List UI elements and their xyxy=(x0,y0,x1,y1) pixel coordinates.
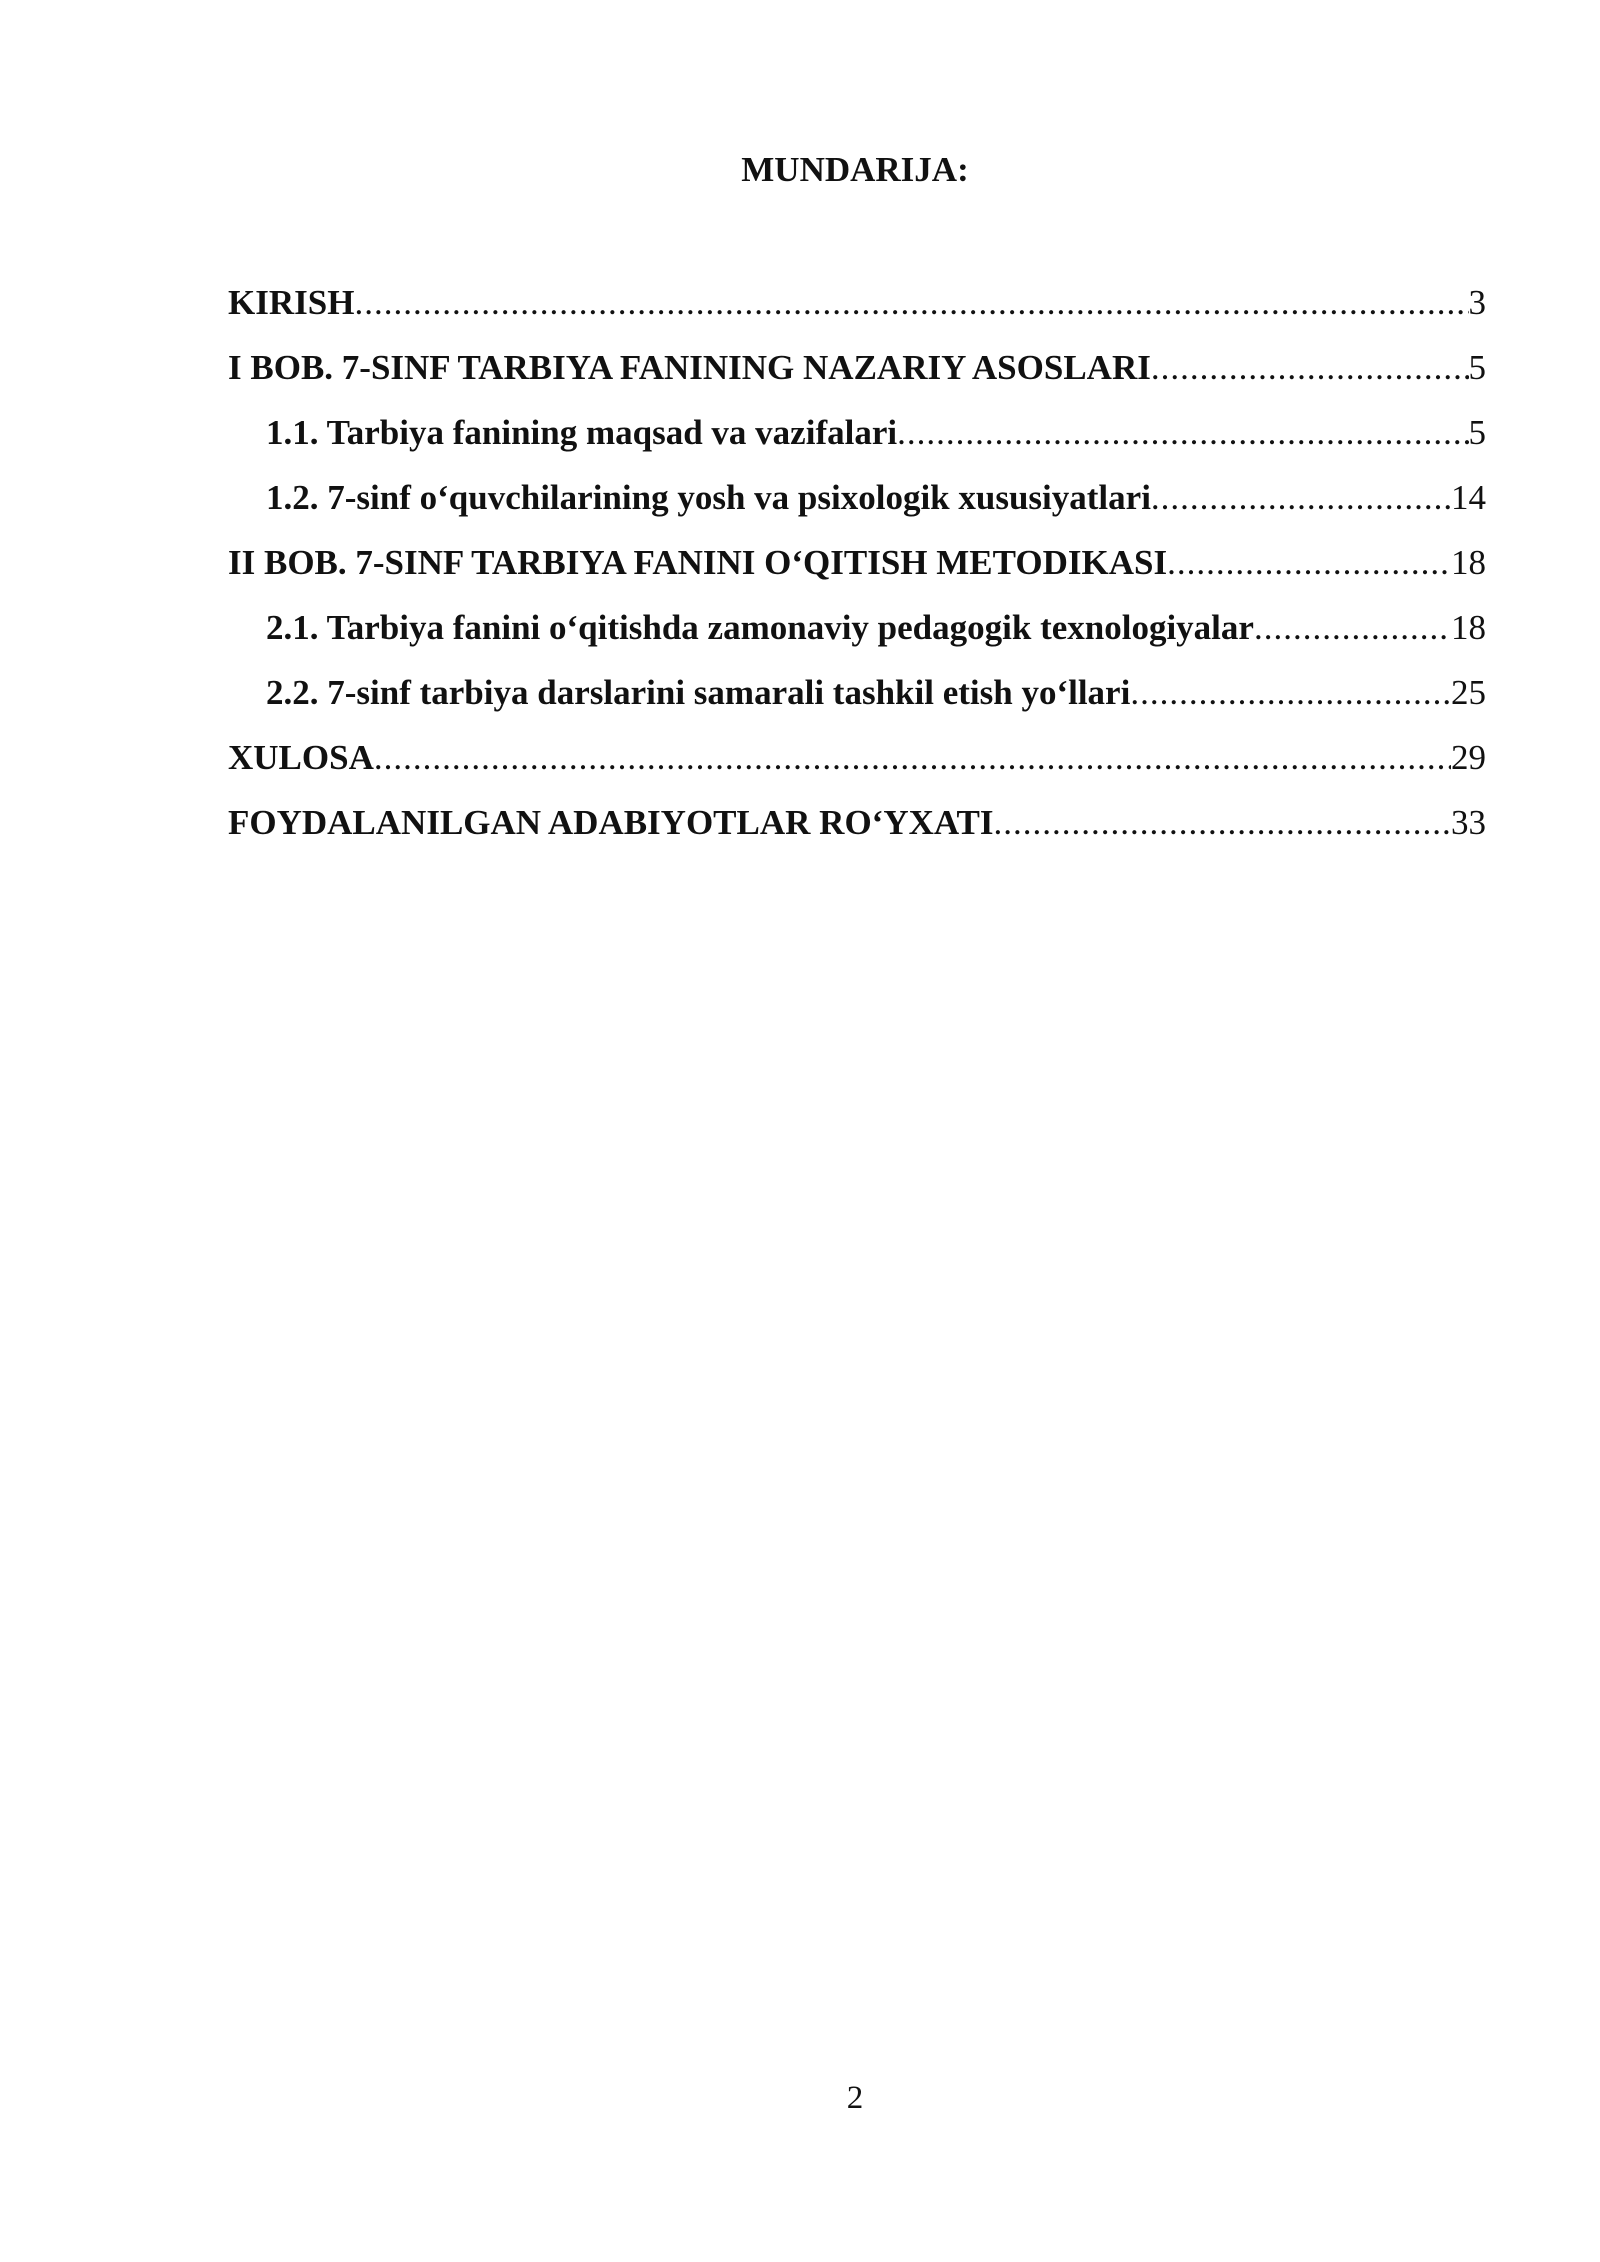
toc-entry-page: 29 xyxy=(1451,738,1486,777)
dot-leader xyxy=(1151,345,1469,390)
toc-entry-page: 3 xyxy=(1468,283,1486,322)
toc-entry-title: FOYDALANILGAN ADABIYOTLAR RO‘YXATI xyxy=(228,803,994,842)
toc-entry-page: 33 xyxy=(1451,803,1486,842)
toc-entry-section-1-1[interactable] xyxy=(228,410,1486,475)
toc-entry-page: 18 xyxy=(1451,608,1486,647)
dot-leader xyxy=(994,800,1451,845)
dot-leader xyxy=(1130,670,1451,715)
toc-entry-title: II BOB. 7-SINF TARBIYA FANINI O‘QITISH METODIKASI xyxy=(228,543,1168,582)
toc-entry-title: I BOB. 7-SINF TARBIYA FANINING NAZARIY ASOSLARI xyxy=(228,348,1151,387)
toc-heading: MUNDARIJA: xyxy=(741,150,969,189)
toc-entry-page: 5 xyxy=(1468,413,1486,452)
toc-entry-section-1-2[interactable] xyxy=(228,475,1486,540)
toc-entry-title: 2.2. 7-sinf tarbiya darslarini samarali tashkil etish yo‘llari xyxy=(266,673,1131,712)
toc-entry-title: XULOSA xyxy=(228,738,374,777)
toc-entry-section-2-2[interactable] xyxy=(228,670,1486,735)
toc-entry-page: 18 xyxy=(1451,543,1486,582)
page-number: 2 xyxy=(846,2080,864,2116)
toc-entry-page: 14 xyxy=(1451,478,1486,517)
toc-entry-title: KIRISH xyxy=(228,283,355,322)
toc-entry-title: 1.2. 7-sinf o‘quvchilarining yosh va psixologik xususiyatlari xyxy=(266,478,1151,517)
toc-entry-title: 1.1. Tarbiya fanining maqsad va vazifalari xyxy=(266,413,898,452)
toc-entry-references[interactable] xyxy=(228,800,1486,865)
table-of-contents xyxy=(228,280,1486,865)
dot-leader xyxy=(1151,475,1451,520)
toc-entry-xulosa[interactable] xyxy=(228,735,1486,800)
toc-entry-page: 5 xyxy=(1468,348,1486,387)
toc-entry-chapter-2[interactable] xyxy=(228,540,1486,605)
dot-leader xyxy=(897,410,1468,455)
dot-leader xyxy=(1167,540,1451,585)
toc-entry-kirish[interactable] xyxy=(228,280,1486,345)
dot-leader xyxy=(1254,605,1451,650)
dot-leader xyxy=(374,735,1451,780)
toc-entry-section-2-1[interactable] xyxy=(228,605,1486,670)
toc-entry-chapter-1[interactable] xyxy=(228,345,1486,410)
toc-entry-title: 2.1. Tarbiya fanini o‘qitishda zamonaviy pedagogik texnologiyalar xyxy=(266,608,1254,647)
toc-entry-page: 25 xyxy=(1451,673,1486,712)
dot-leader xyxy=(354,280,1468,325)
